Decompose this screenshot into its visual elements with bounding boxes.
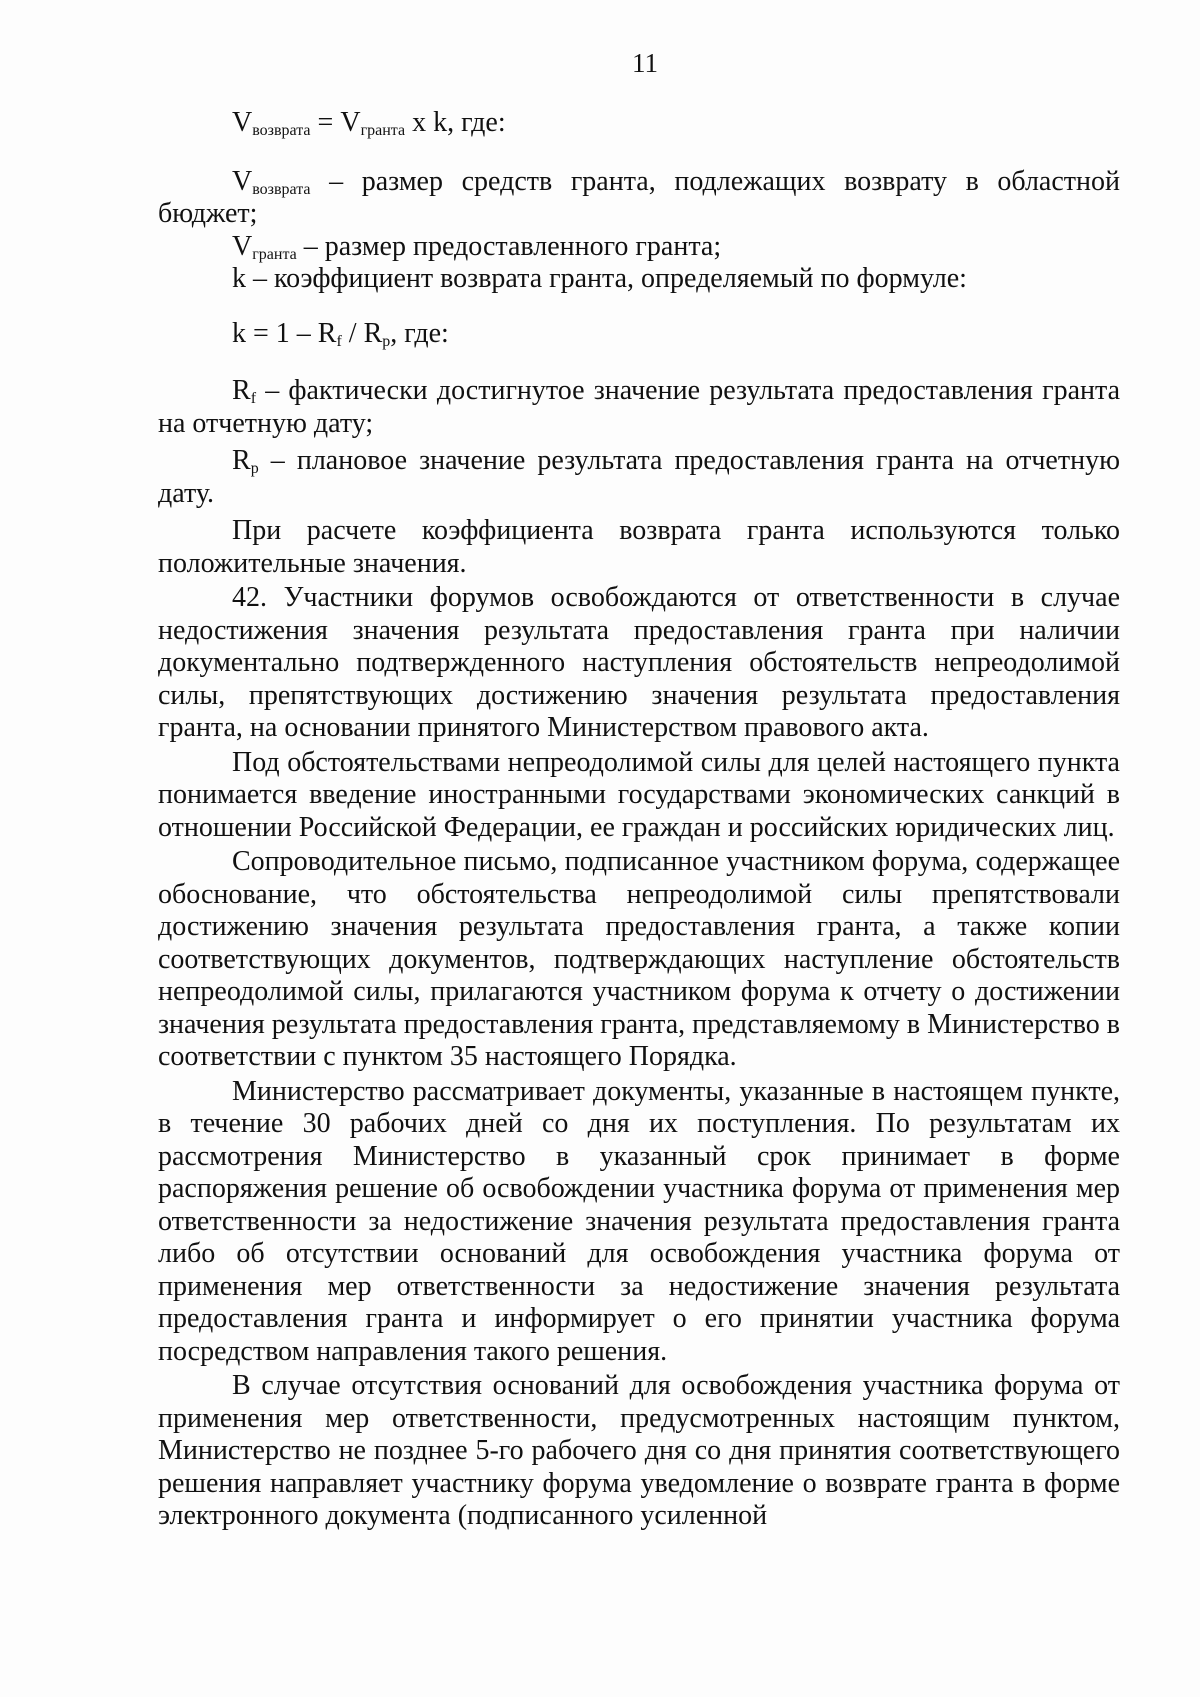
formula-v-return: $V_{возврата} = V_{гранта}$ x k, где:	[232, 107, 506, 139]
paragraph-ministry-review: Министерство рассматривает документы, указанные в настоящем пункте, в течение 30 рабочих дней со дня их поступления. По результатам их рассмотрения Министерство в указанный срок принимает в форме распоряжения решение об освобождении участника форума от применения мер ответственности за недостижение значения результата предоставления гранта либо об отсутствии оснований для освобождения участника форума от применения мер ответственности за недостижение значения результата предоставления гранта и информирует о его принятии участника форума посредством направления такого решения.	[158, 1075, 1120, 1367]
paragraph-positive-values: При расчете коэффициента возврата гранта используются только положительные значения.	[158, 515, 1120, 579]
definition-rf: $R_f$ – фактически достигнутое значение результата предоставления гранта на отчетную дату;	[158, 375, 1120, 439]
page-number: 11	[632, 48, 658, 78]
formula-k: $k = 1 - R_f / R_p$, где:	[232, 317, 449, 350]
definition-v-grant: $V_{гранта}$ – размер предоставленного гранта;	[232, 230, 722, 263]
paragraph-force-majeure: Под обстоятельствами непреодолимой силы для целей настоящего пункта понимается введение иностранными государствами экономических санкций в отношении Российской Федерации, ее граждан и российских юридических лиц.	[158, 746, 1120, 843]
definition-v-return: $V_{возврата}$ – размер средств гранта, подлежащих возврату в областной бюджет;	[158, 165, 1120, 229]
definition-k: k – коэффициент возврата гранта, определяемый по формуле:	[232, 263, 967, 294]
paragraph-no-grounds: В случае отсутствия оснований для освобождения участника форума от применения мер ответственности, предусмотренных настоящим пунктом, Министерство не позднее 5-го рабочего дня со дня принятия соответствующего решения направляет участнику форума уведомление о возврате гранта в форме электронного документа (подписанного усиленной	[158, 1370, 1120, 1531]
document-body	[158, 107, 1120, 1533]
paragraph-42: 42. Участники форумов освобождаются от ответственности в случае недостижения значения результата предоставления гранта при наличии документально подтвержденного наступления обстоятельств непреодолимой силы, препятствующих достижению значения результата предоставления гранта, на основании принятого Министерством правового акта.	[158, 582, 1120, 743]
definition-rp: $R_p$ – плановое значение результата предоставления гранта на отчетную дату.	[158, 445, 1120, 509]
paragraph-cover-letter: Сопроводительное письмо, подписанное участником форума, содержащее обоснование, что обстоятельства непреодолимой силы препятствовали достижению значения результата предоставления гранта, а также копии соответствующих документов, подтверждающих наступление обстоятельств непреодолимой силы, прилагаются участником форума к отчету о достижении значения результата предоставления гранта, представляемому в Министерство в соответствии с пунктом 35 настоящего Порядка.	[158, 846, 1120, 1072]
